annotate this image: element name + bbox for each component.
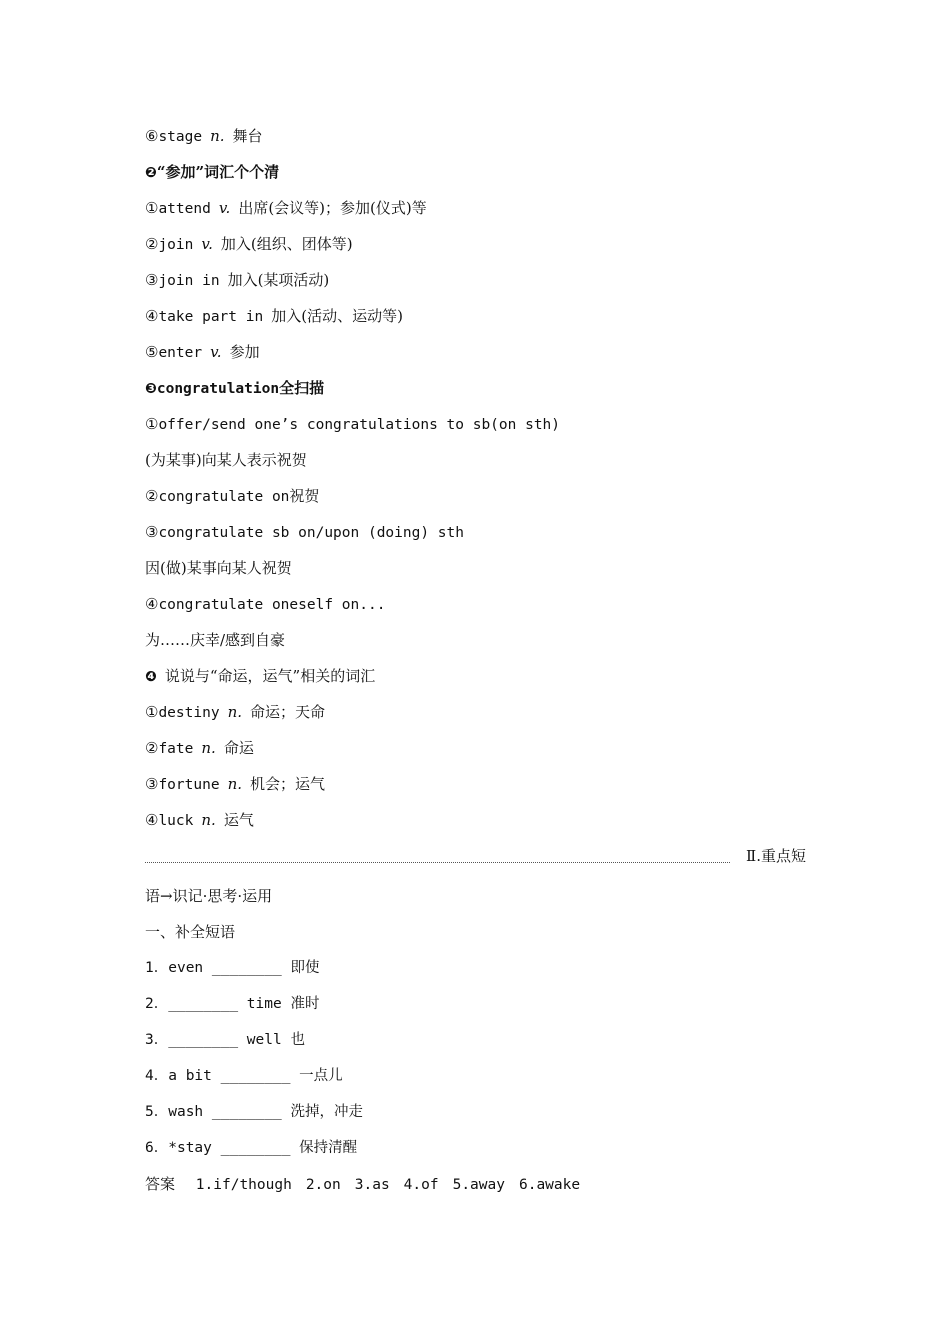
exercise-item <box>145 1058 810 1094</box>
item-pos: n. <box>227 775 242 793</box>
item-number: ③ <box>145 271 159 289</box>
exercise-item-text: 3．________ well 也 <box>145 1032 305 1048</box>
phrase-item-offer-congratulations <box>145 406 810 442</box>
item-meaning: 参加 <box>229 343 260 361</box>
exercise-title-text: 一、补全短语 <box>145 923 236 941</box>
item-word: join <box>158 237 194 253</box>
heading-title: 说说与“命运，运气”相关的词汇 <box>164 667 376 685</box>
item-number: ④ <box>145 307 159 325</box>
dotted-rule <box>145 862 730 863</box>
section-divider <box>145 838 810 878</box>
item-pos: n. <box>201 811 216 829</box>
item-number: ① <box>145 703 159 721</box>
section-heading-congratulation <box>145 370 810 406</box>
section-subtitle <box>145 878 810 914</box>
phrase-item-congratulate-oneself <box>145 586 810 622</box>
vocab-item-luck <box>145 802 810 838</box>
heading-title: “参加”词汇个个清 <box>156 163 280 181</box>
exercise-item <box>145 950 810 986</box>
item-meaning: 加入(某项活动) <box>227 271 330 289</box>
vocab-item-take-part-in <box>145 298 810 334</box>
vocab-item-fate <box>145 730 810 766</box>
item-meaning: 机会；运气 <box>250 775 326 793</box>
vocab-item-fortune <box>145 766 810 802</box>
answer-item: 1.if/though <box>195 1177 292 1193</box>
item-word: enter <box>158 345 203 361</box>
item-word: fate <box>158 741 194 757</box>
vocab-item-destiny <box>145 694 810 730</box>
exercise-title <box>145 914 810 950</box>
answer-line <box>145 1166 810 1202</box>
item-phrase: congratulate sb on/upon (doing) sth <box>158 525 464 541</box>
item-word: destiny <box>158 705 220 721</box>
item-meaning: 为……庆幸/感到自豪 <box>145 631 286 649</box>
heading-bullet-icon: ❷ <box>145 165 157 181</box>
item-number: ③ <box>145 775 159 793</box>
item-number: ④ <box>145 595 159 613</box>
answer-item: 2.on <box>305 1177 341 1193</box>
item-number: ② <box>145 235 159 253</box>
phrase-meaning <box>145 622 810 658</box>
exercise-item-text: 1．even ________ 即使 <box>145 960 320 976</box>
item-number: ④ <box>145 811 159 829</box>
item-number: ① <box>145 199 159 217</box>
heading-bullet-icon: ❸ <box>145 381 157 397</box>
item-number: ⑥ <box>145 127 159 145</box>
section-label: Ⅱ.重点短 <box>746 847 806 865</box>
item-number: ① <box>145 415 159 433</box>
document-page <box>145 118 810 1202</box>
item-phrase: congratulate on <box>158 489 290 505</box>
item-number: ② <box>145 739 159 757</box>
item-pos: n. <box>210 127 225 145</box>
item-pos: n. <box>201 739 216 757</box>
item-meaning: 加入(组织、团体等) <box>220 235 353 253</box>
item-number: ③ <box>145 523 159 541</box>
exercise-item <box>145 986 810 1022</box>
vocab-item-join-in <box>145 262 810 298</box>
vocab-item-enter <box>145 334 810 370</box>
answer-label: 答案 <box>145 1175 176 1193</box>
item-word: fortune <box>158 777 220 793</box>
item-pos: v. <box>201 235 213 253</box>
item-pos: n. <box>227 703 242 721</box>
phrase-item-congratulate-sb <box>145 514 810 550</box>
answer-item: 3.as <box>354 1177 390 1193</box>
heading-title: 全扫描 <box>279 379 325 397</box>
section-heading-participate <box>145 154 810 190</box>
answer-item: 6.awake <box>518 1177 581 1193</box>
section-subtitle-text: 语→识记·思考·运用 <box>145 887 273 905</box>
vocab-item-join <box>145 226 810 262</box>
exercise-item <box>145 1130 810 1166</box>
vocab-item-stage <box>145 118 810 154</box>
item-meaning: 祝贺 <box>289 487 320 505</box>
item-number: ⑤ <box>145 343 159 361</box>
phrase-meaning <box>145 550 810 586</box>
item-meaning: 运气 <box>223 811 254 829</box>
item-meaning: (为某事)向某人表示祝贺 <box>145 451 307 469</box>
phrase-meaning <box>145 442 810 478</box>
item-number: ② <box>145 487 159 505</box>
item-meaning: 加入(活动、运动等) <box>271 307 403 325</box>
item-word: stage <box>158 129 203 145</box>
exercise-item <box>145 1094 810 1130</box>
item-pos: v. <box>218 199 231 217</box>
item-pos: v. <box>210 343 222 361</box>
heading-bullet-icon: ❹ <box>145 669 157 685</box>
exercise-item-text: 5．wash ________ 洗掉，冲走 <box>145 1104 363 1120</box>
answer-item: 5.away <box>452 1177 505 1193</box>
item-word: attend <box>158 201 211 217</box>
item-meaning: 舞台 <box>232 127 263 145</box>
section-heading-fate <box>145 658 810 694</box>
item-phrase: offer/send one’s congratulations to sb(on sth) <box>158 417 561 433</box>
item-meaning: 因(做)某事向某人祝贺 <box>145 559 292 577</box>
item-meaning: 出席(会议等)；参加(仪式)等 <box>238 199 427 217</box>
vocab-item-attend <box>145 190 810 226</box>
exercise-item-text: 6．*stay ________ 保持清醒 <box>145 1140 358 1156</box>
phrase-item-congratulate-on <box>145 478 810 514</box>
item-word: luck <box>158 813 194 829</box>
exercise-item-text: 2．________ time 准时 <box>145 996 320 1012</box>
item-word: take part in <box>158 309 264 325</box>
exercise-item <box>145 1022 810 1058</box>
item-meaning: 命运 <box>223 739 254 757</box>
answer-item: 4.of <box>403 1177 439 1193</box>
exercise-item-text: 4．a bit ________ 一点儿 <box>145 1068 343 1084</box>
item-meaning: 命运；天命 <box>250 703 326 721</box>
item-phrase: congratulate oneself on... <box>158 597 386 613</box>
item-word: join in <box>158 273 220 289</box>
heading-word: congratulation <box>156 381 280 397</box>
